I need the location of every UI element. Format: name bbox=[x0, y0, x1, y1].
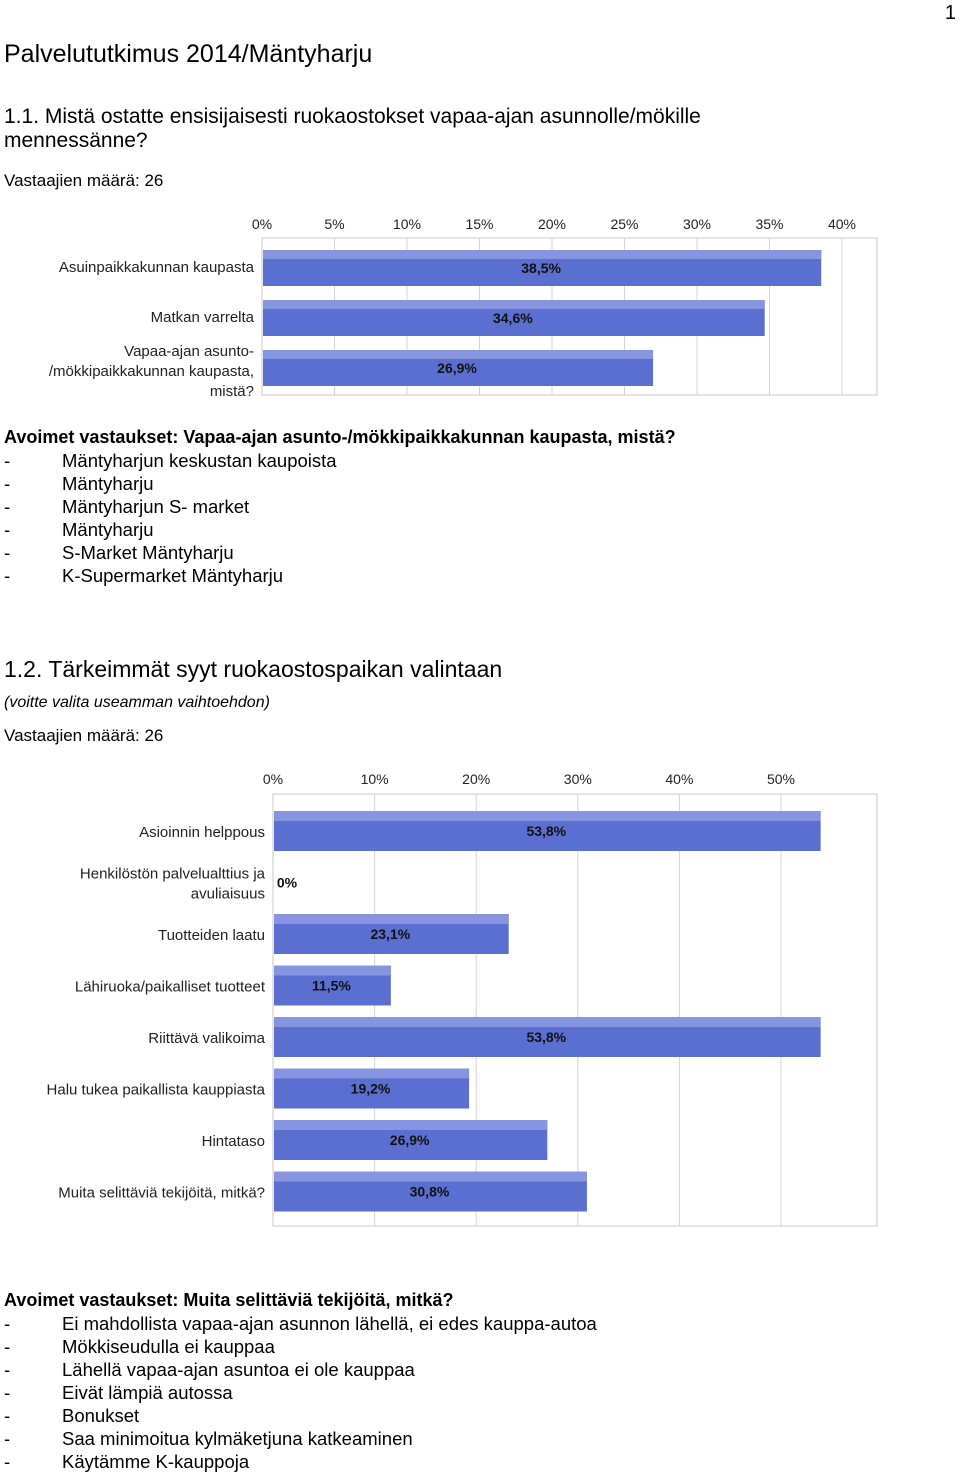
chart-data-label: 23,1% bbox=[370, 926, 411, 942]
document-title: Palvelututkimus 2014/Mäntyharju bbox=[4, 40, 373, 68]
chart-plot-frame bbox=[273, 794, 877, 1226]
chart-tick-label: 10% bbox=[360, 771, 389, 787]
page-number: 1 bbox=[944, 2, 956, 24]
chart-data-label: 38,5% bbox=[521, 260, 561, 276]
question-1-respondents: Vastaajien määrä: 26 bbox=[4, 171, 164, 190]
chart-tick-label: 35% bbox=[755, 216, 784, 232]
answer-text: Mäntyharju bbox=[62, 473, 154, 494]
chart-category-label: Tuotteiden laatu bbox=[157, 927, 265, 944]
list-dash: - bbox=[4, 1313, 11, 1334]
question-2-open-answers-heading: Avoimet vastaukset: Muita selittäviä tekijöitä, mitkä? bbox=[4, 1290, 454, 1310]
list-dash: - bbox=[4, 1451, 11, 1472]
list-dash: - bbox=[4, 496, 11, 517]
chart-tick-label: 5% bbox=[324, 216, 345, 232]
list-dash: - bbox=[4, 542, 11, 563]
chart-bar-highlight bbox=[274, 811, 821, 821]
list-dash: - bbox=[4, 1359, 11, 1380]
chart-tick-label: 30% bbox=[682, 216, 712, 232]
chart-data-label: 34,6% bbox=[492, 310, 533, 326]
list-dash: - bbox=[4, 1336, 11, 1357]
chart-category-label: Riittävä valikoima bbox=[148, 1030, 265, 1047]
answer-text: S-Market Mäntyharju bbox=[62, 542, 234, 563]
question-2-answer-item bbox=[4, 1427, 597, 1450]
chart-bar-highlight bbox=[274, 914, 509, 924]
chart-category-label: Asuinpaikkakunnan kaupasta bbox=[58, 259, 254, 276]
chart-category-label: Halu tukea paikallista kauppiasta bbox=[46, 1081, 265, 1099]
chart-data-label: 53,8% bbox=[526, 823, 567, 839]
chart-data-label: 19,2% bbox=[350, 1080, 391, 1097]
chart-bar-highlight bbox=[274, 1017, 821, 1027]
chart-tick-label: 40% bbox=[827, 216, 857, 232]
chart-tick-label: 20% bbox=[462, 771, 491, 787]
question-2-title: 1.2. Tärkeimmät syyt ruokaostospaikan valintaan bbox=[4, 656, 503, 682]
answer-text: Mäntyharju bbox=[62, 519, 154, 540]
chart-category-label: Lähiruoka/paikalliset tuotteet bbox=[74, 978, 265, 996]
chart-data-label: 53,8% bbox=[526, 1029, 567, 1045]
chart-tick-label: 0% bbox=[251, 216, 273, 232]
chart-tick-label: 15% bbox=[465, 216, 494, 232]
answer-text: Mökkiseudulla ei kauppaa bbox=[62, 1336, 275, 1357]
chart-data-label: 11,5% bbox=[311, 977, 351, 994]
chart-data-label: 30,8% bbox=[409, 1183, 450, 1200]
chart-category-label: Matkan varrelta bbox=[150, 309, 254, 326]
question-2-answer-item bbox=[4, 1312, 597, 1335]
answer-text: Käytämme K-kauppoja bbox=[62, 1451, 250, 1472]
question-2-answer-item bbox=[4, 1450, 597, 1473]
chart-category-label: avuliaisuus bbox=[190, 885, 265, 903]
answer-text: Saa minimoitua kylmäketjuna katkeaminen bbox=[62, 1428, 413, 1449]
chart-data-label: 0% bbox=[276, 874, 298, 891]
question-2-respondents: Vastaajien määrä: 26 bbox=[4, 726, 164, 745]
answer-text: Eivät lämpiä autossa bbox=[62, 1382, 233, 1403]
chart-tick-label: 20% bbox=[537, 216, 567, 232]
answer-text: Bonukset bbox=[62, 1405, 140, 1426]
chart-tick-label: 0% bbox=[262, 771, 284, 787]
list-dash: - bbox=[4, 565, 11, 586]
list-dash: - bbox=[4, 519, 11, 540]
answer-text: Lähellä vapaa-ajan asuntoa ei ole kauppaa bbox=[62, 1359, 415, 1380]
chart-data-label: 26,9% bbox=[437, 360, 477, 376]
chart-category-label: Hintataso bbox=[201, 1133, 265, 1150]
list-dash: - bbox=[4, 450, 11, 471]
chart-category-label: Henkilöstön palvelualttius ja bbox=[79, 865, 265, 883]
question-1-title: 1.1. Mistä ostatte ensisijaisesti ruokaostokset vapaa-ajan asunnolle/mökille mennessänne? bbox=[4, 105, 701, 152]
list-dash: - bbox=[4, 1405, 11, 1426]
chart-category-label: /mökkipaikkakunnan kaupasta, bbox=[48, 363, 254, 380]
chart-bar-highlight bbox=[274, 966, 391, 976]
list-dash: - bbox=[4, 1382, 11, 1403]
question-2-answer-item bbox=[4, 1358, 597, 1381]
list-dash: - bbox=[4, 1428, 11, 1449]
chart-category-label: Asioinnin helppous bbox=[139, 824, 265, 841]
answer-text: Ei mahdollista vapaa-ajan asunnon lähellä, ei edes kauppa-autoa bbox=[62, 1313, 597, 1334]
chart-tick-label: 25% bbox=[610, 216, 639, 232]
question-2-open-answers-list bbox=[4, 1312, 597, 1473]
chart-category-label: mistä? bbox=[209, 383, 254, 400]
chart-data-label: 26,9% bbox=[389, 1132, 430, 1148]
chart-tick-label: 10% bbox=[392, 216, 422, 232]
chart-bar-highlight bbox=[274, 1069, 469, 1079]
question-2-answer-item bbox=[4, 1335, 597, 1358]
chart-bar-highlight bbox=[274, 1172, 587, 1182]
answer-text: Mäntyharjun keskustan kaupoista bbox=[62, 450, 337, 471]
question-2-answer-item bbox=[4, 1404, 597, 1427]
chart-category-label: Muita selittäviä tekijöitä, mitkä? bbox=[58, 1184, 265, 1202]
question-2-subtitle: (voitte valita useamman vaihtoehdon) bbox=[4, 694, 270, 711]
chart-tick-label: 30% bbox=[563, 771, 592, 787]
answer-text: Mäntyharjun S- market bbox=[62, 496, 250, 517]
question-1-open-answers-heading: Avoimet vastaukset: Vapaa-ajan asunto-/mökkipaikkakunnan kaupasta, mistä? bbox=[4, 427, 676, 447]
list-dash: - bbox=[4, 473, 11, 494]
chart-tick-label: 40% bbox=[665, 771, 694, 787]
chart-category-label: Vapaa-ajan asunto- bbox=[124, 343, 254, 360]
question-2-answer-item bbox=[4, 1381, 597, 1404]
chart-bar-highlight bbox=[274, 1120, 547, 1130]
chart-tick-label: 50% bbox=[766, 771, 796, 787]
answer-text: K-Supermarket Mäntyharju bbox=[62, 565, 284, 586]
